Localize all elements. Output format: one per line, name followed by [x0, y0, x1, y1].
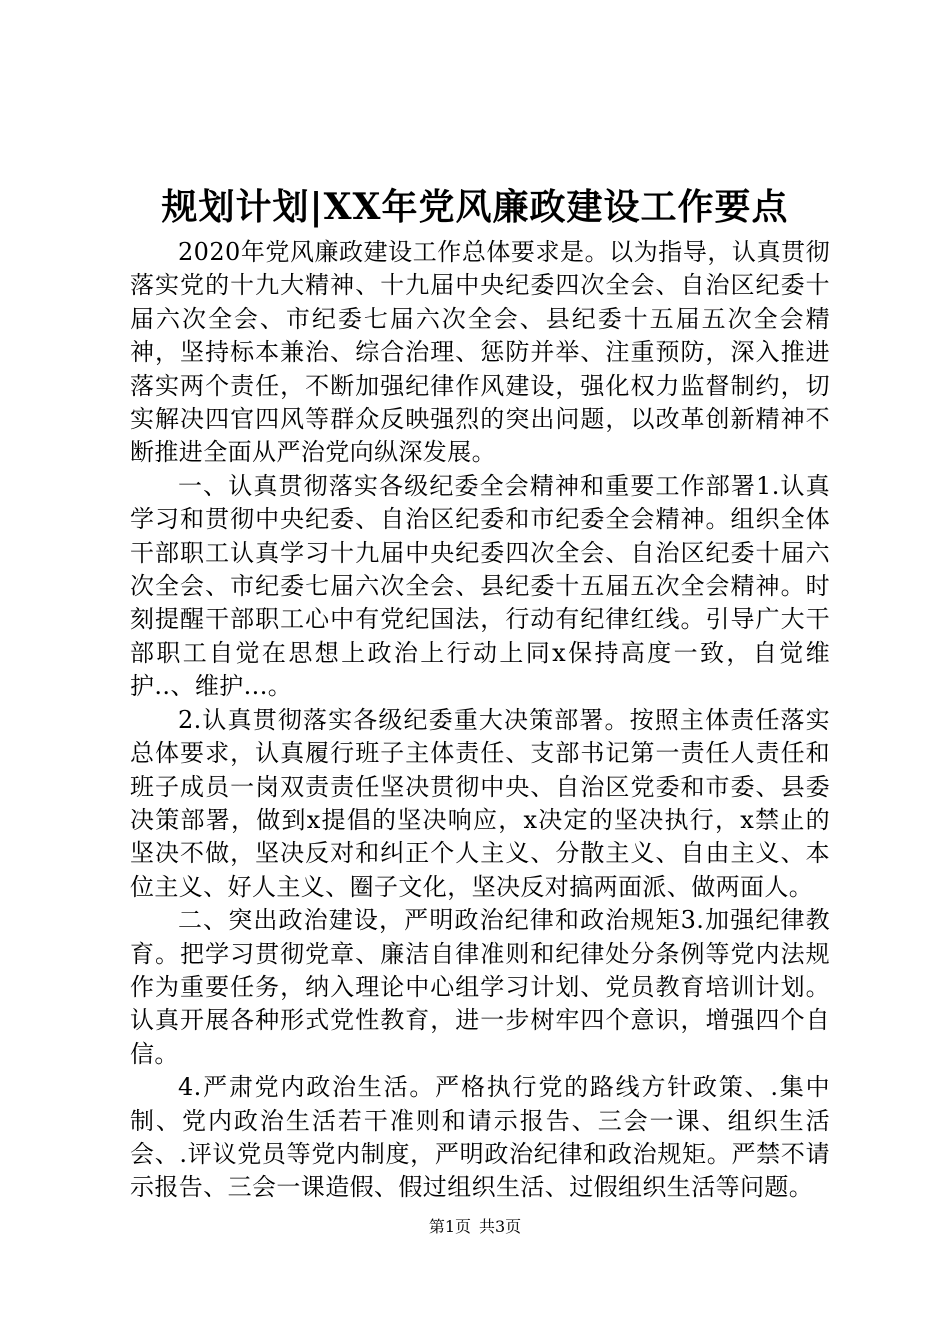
paragraph-general-requirements: 2020年党风廉政建设工作总体要求是。以为指导，认真贯彻落实党的十九大精神、十九届中央纪委四次全会、自治区纪委十届六次全会、市纪委七届六次全会、县纪委十五届五次全会精神，坚持标本兼治、综合治理、惩防并举、注重预防，深入推进落实两个责任，不断加强纪律作风建设，强化权力监督制约，切实解决四官四风等群众反映强烈的突出问题，以改革创新精神不断推进全面从严治党向纵深发展。 — [130, 238, 830, 467]
document-title: 规划计划|XX年党风廉政建设工作要点 — [161, 186, 789, 228]
paragraph-item-2: 2.认真贯彻落实各级纪委重大决策部署。按照主体责任落实总体要求，认真履行班子主体责任、支部书记第一责任人责任和班子成员一岗双责责任坚决贯彻中央、自治区党委和市委、县委决策部署，做到x提倡的坚决响应，x决定的坚决执行，x禁止的坚决不做，坚决反对和纠正个人主义、分散主义、自由主义、本位主义、好人主义、圈子文化，坚决反对搞两面派、做两面人。 — [130, 705, 830, 901]
page-total: 共3页 — [479, 1217, 522, 1236]
paragraph-item-4: 4.严肃党内政治生活。严格执行党的路线方针政策、.集中制、党内政治生活若干准则和请示报告、三会一课、组织生活会、.评议党员等党内制度，严明政治纪律和政治规矩。严禁不请示报告、三会一课造假、假过组织生活、过假组织生活等问题。 — [130, 1073, 830, 1202]
paragraph-section-1-item-1: 一、认真贯彻落实各级纪委全会精神和重要工作部署1.认真学习和贯彻中央纪委、自治区纪委和市纪委全会精神。组织全体干部职工认真学习十九届中央纪委四次全会、自治区纪委十届六次全会、市纪委七届六次全会、县纪委十五届五次全会精神。时刻提醒干部职工心中有党纪国法，行动有纪律红线。引导广大干部职工自觉在思想上政治上行动上同x保持高度一致，自觉维护..、维护...。 — [130, 471, 830, 701]
paragraph-section-2-item-3: 二、突出政治建设，严明政治纪律和政治规矩3.加强纪律教育。把学习贯彻党章、廉洁自律准则和纪律处分条例等党内法规作为重要任务，纳入理论中心组学习计划、党员教育培训计划。认真开展各种形式党性教育，进一步树牢四个意识，增强四个自信。 — [130, 906, 830, 1068]
document-body — [130, 236, 830, 1205]
page-footer — [0, 1216, 950, 1238]
page-number: 第1页 — [428, 1217, 471, 1236]
